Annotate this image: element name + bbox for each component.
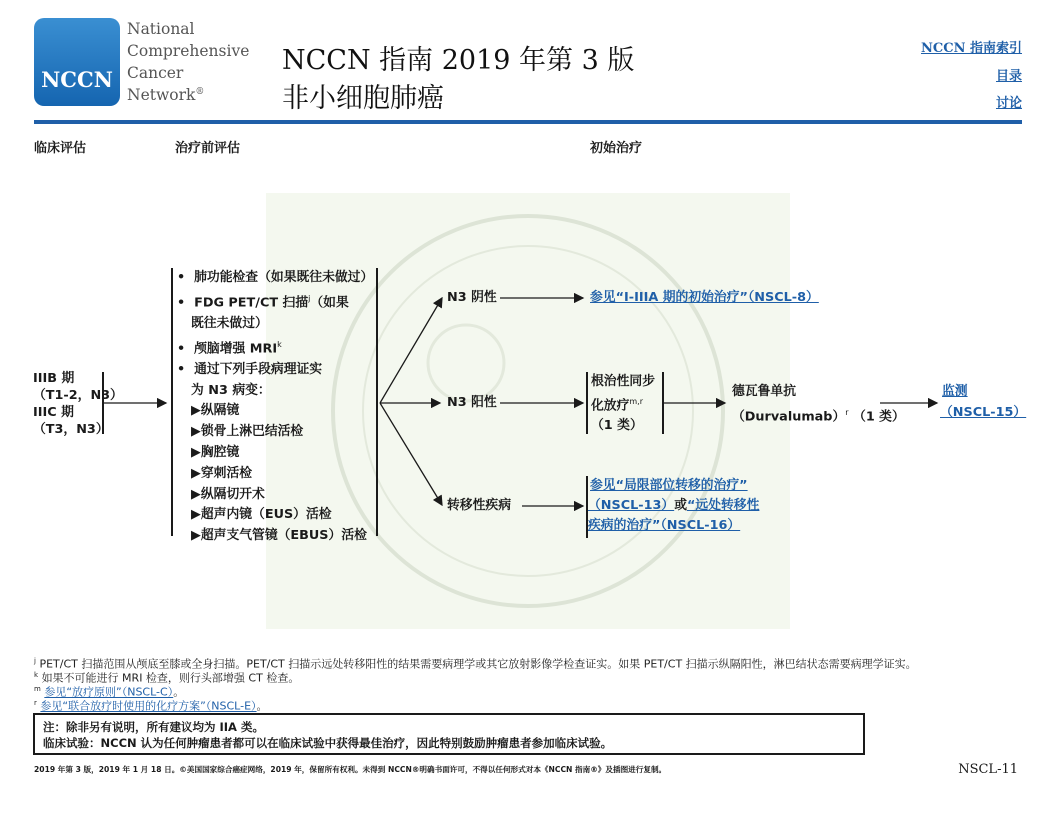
document-title: NCCN 指南 2019 年第 3 版	[282, 45, 635, 76]
stage-iiib: IIIB 期	[33, 371, 75, 386]
list-item: • FDG PET/CT 扫描$^j$（如果	[177, 293, 349, 311]
footnote-j: $^j$ PET/CT 扫描范围从颅底至膝或全身扫描。PET/CT 扫描示远处转移阳性的结果需要病理学或其它放射影像学检查证实。如果 PET/CT 扫描示纵隔阳性，淋巴结状态需要病理学证实。	[34, 657, 917, 671]
bullet: •	[177, 270, 186, 285]
sub-list-item: ▶纵隔切开术	[191, 486, 265, 502]
column-header-clinical: 临床评估	[34, 141, 87, 156]
logo-text: NCCN	[41, 67, 113, 92]
sub-list-item: ▶胸腔镜	[191, 444, 240, 460]
link-metastasis-refs[interactable]: （NSCL-13）或“远处转移性	[588, 498, 760, 513]
bullet: •	[177, 340, 186, 356]
branch-n3-negative: N3 阴性	[447, 290, 497, 305]
list-item: • 颅脑增强 MRI$^k$	[177, 339, 282, 356]
copyright: 2019 年第 3 版，2019 年 1 月 18 日。©美国国家综合癌症网络，2019 年，保留所有权利。未得到 NCCN®明确书面许可，不得以任何形式对本《NCCN 指南®》及插图进行复制。	[34, 765, 667, 774]
followup-link[interactable]: 监测	[942, 384, 968, 399]
bullet: •	[177, 295, 186, 311]
document-subtitle: 非小细胞肺癌	[282, 83, 444, 114]
triangle-bullet-icon: ▶	[191, 403, 201, 419]
chemoradiation-bracket	[586, 372, 588, 434]
durvalumab-detail: （Durvalumab）$^r$ （1 类）	[732, 408, 905, 425]
note-line-2: 临床试验：NCCN 认为任何肿瘤患者都可以在临床试验中获得最佳治疗，因此特别鼓励肿瘤患者参加临床试验。	[43, 736, 613, 750]
discussion-link[interactable]: 讨论	[995, 96, 1022, 111]
column-header-initial: 初始治疗	[590, 141, 643, 156]
org-name-line-1: National	[127, 20, 195, 38]
bullet: •	[177, 361, 186, 377]
footnote-r[interactable]: $^r$ 参见“联合放疗时使用的化疗方案”（NSCL-E）。	[34, 699, 268, 713]
column-header-pretreatment: 治疗前评估	[175, 141, 241, 156]
trademark-mark: ®	[195, 86, 205, 97]
sub-list-item: ▶穿刺活检	[191, 465, 253, 481]
chemoradiation-bracket-right	[662, 372, 664, 434]
stage-iiic-tn: （T3，N3）	[33, 422, 109, 437]
branch-metastatic: 转移性疾病	[447, 498, 511, 513]
stage-iiic: IIIC 期	[33, 405, 74, 420]
list-item-continuation: 既往未做过）	[191, 315, 268, 331]
triangle-bullet-icon: ▶	[191, 528, 201, 544]
list-item-continuation: 为 N3 病变：	[191, 382, 271, 398]
clinical-stage-block	[33, 370, 123, 438]
triangle-bullet-icon: ▶	[191, 465, 201, 481]
link-distant-metastasis[interactable]: 疾病的治疗”（NSCL-16）	[588, 518, 741, 533]
branch-n3-positive: N3 阳性	[447, 395, 497, 410]
triangle-bullet-icon: ▶	[191, 507, 201, 523]
sub-list-item: ▶超声内镜（EUS）活检	[191, 507, 332, 523]
triangle-bullet-icon: ▶	[191, 444, 201, 460]
org-name-line-4: Network®	[127, 86, 205, 104]
durvalumab-label: 德瓦鲁单抗	[732, 384, 796, 399]
sub-list-item: ▶锁骨上淋巴结活检	[191, 424, 304, 440]
sub-list-item: ▶超声支气管镜（EBUS）活检	[191, 528, 367, 544]
footnote-k: $^k$ 如果不可能进行 MRI 检查，则行头部增强 CT 检查。	[34, 671, 300, 685]
page-id: NSCL-11	[958, 762, 1018, 777]
link-initial-treatment-nscl-8[interactable]: 参见“I-IIIA 期的初始治疗”（NSCL-8）	[590, 290, 819, 305]
triangle-bullet-icon: ▶	[191, 486, 201, 502]
stage-iiib-tn: （T1-2，N3）	[33, 388, 123, 403]
to-metastatic-arrow	[380, 403, 442, 505]
link-limited-metastasis[interactable]: 参见“局限部位转移的治疗”	[590, 478, 748, 493]
concurrent-chemoradiation: 根治性同步 化放疗$^{m,r}$ （1 类）	[591, 374, 655, 434]
list-item: • 肺功能检查（如果既往未做过）	[177, 270, 374, 285]
list-item: • 通过下列手段病理证实	[177, 361, 323, 377]
triangle-bullet-icon: ▶	[191, 424, 201, 440]
footnote-m[interactable]: $^m$ 参见“放疗原则”（NSCL-C）。	[34, 685, 185, 699]
sub-list-item: ▶纵隔镜	[191, 403, 240, 419]
org-name-line-2: Comprehensive	[127, 42, 250, 60]
guidelines-index-link[interactable]: NCCN 指南索引	[921, 41, 1022, 56]
pretreatment-list	[171, 268, 378, 544]
note-line-1: 注：除非另有说明，所有建议均为 IIA 类。	[43, 720, 264, 734]
to-n3-negative-arrow	[380, 298, 442, 403]
followup-ref-link[interactable]: （NSCL-15）	[940, 405, 1027, 420]
table-of-contents-link[interactable]: 目录	[995, 69, 1022, 84]
note-box	[33, 713, 865, 755]
org-name-line-3: Cancer	[127, 64, 184, 82]
